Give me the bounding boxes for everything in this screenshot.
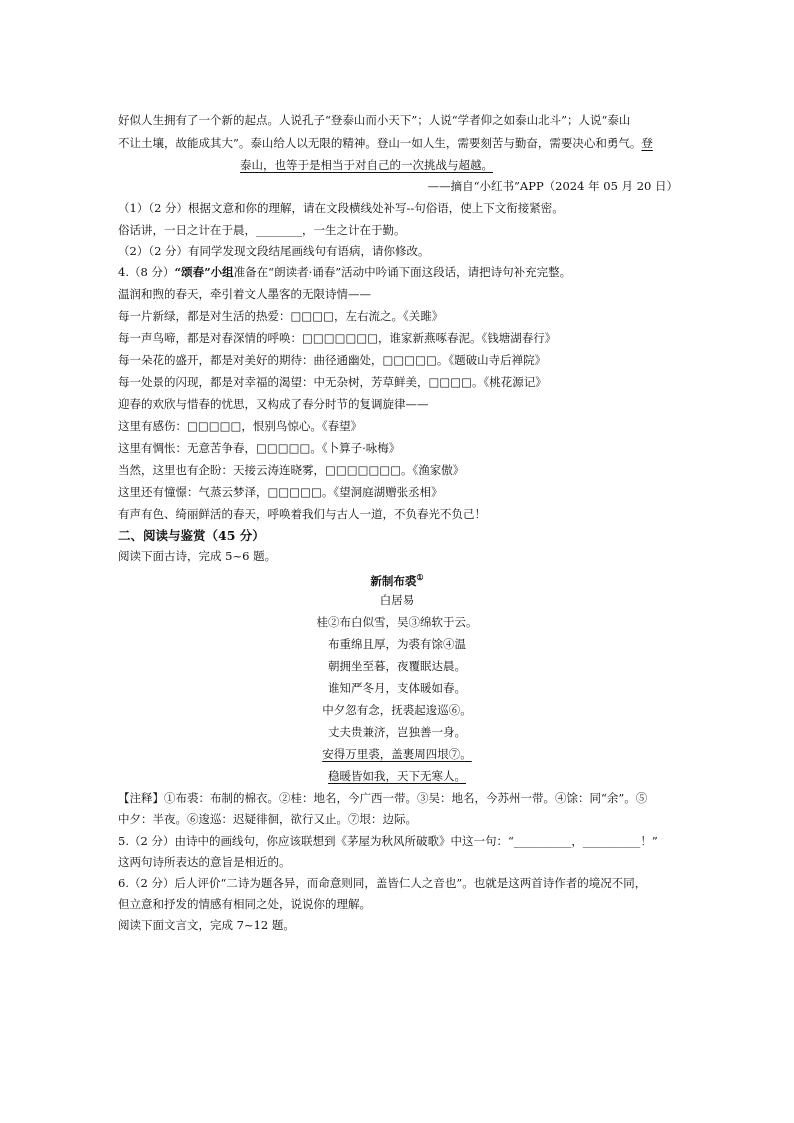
q4-line: 这里还有憧憬：气蒸云梦泽，□□□□□。《望洞庭湖赠张丞相》 [118, 485, 443, 499]
poem-underlined-line [0, 749, 794, 761]
passage-line-1: 好似人生拥有了一个新的起点。人说孔子“登泰山而小天下”；人说“学者仰之如泰山北斗”；人说“泰山 [118, 113, 631, 127]
poem-line: 谁知严冬月，支体暖如春。 [328, 681, 466, 695]
poem-title [0, 573, 794, 587]
q4-line: 每一片新绿，都是对生活的热爱：□□□□，左右流之。《关雎》 [118, 309, 444, 323]
q4-line: 每一处景的闪现，都是对幸福的渴望：中无杂树，芳草鲜美，□□□□。《桃花源记》 [118, 375, 547, 389]
q4-line: 每一朵花的盛开，都是对美好的期待：曲径通幽处，□□□□□。《题破山寺后禅院》 [118, 353, 547, 367]
q4-line: 每一声鸟啼，都是对春深情的呼唤：□□□□□□□，谁家新燕啄春泥。《钱塘湖春行》 [118, 331, 557, 345]
q5-line-2: 这两句诗所表达的意旨是相近的。 [118, 855, 291, 869]
q4-group-name: “颂春”小组 [174, 265, 234, 279]
q6-line-2: 但立意和抒发的情感有相同之处，说说你的理解。 [118, 897, 371, 911]
poem-title-text: 新制布裘 [370, 573, 417, 588]
q5-line-1: 5.（2 分）由诗中的画线句，你应该联想到《茅屋为秋风所破歌》中这一句：“__________，__________！” [118, 834, 658, 848]
poem-intro: 阅读下面古诗，完成 5~6 题。 [118, 549, 277, 563]
q4-line: 这里有惆怅：无意苦争春，□□□□□。《卜算子·咏梅》 [118, 441, 401, 455]
passage-line-2-text: 不让土壤，故能成其大”。泰山给人以无限的精神。登山一如人生，需要刻苦与勤奋，需要决心和勇气。 [118, 136, 642, 150]
poem-line: 桂②布白似雪，吴③绵软于云。 [316, 615, 478, 629]
passage-line-2 [118, 138, 653, 150]
poem-notes-line-2: 中夕：半夜。⑥逡巡：迟疑徘徊，欲行又止。⑦垠：边际。 [118, 812, 417, 826]
passage-underlined-sentence: 泰山，也等于是相当于对自己的一次挑战与超越。 [240, 158, 493, 172]
q4-number: 4.（8 分） [118, 265, 175, 279]
poem-author: 白居易 [379, 593, 415, 607]
poem-title-note: ① [416, 572, 424, 582]
q6-line-1: 6.（2 分）后人评价“二诗为题各异，而命意则同，盖皆仁人之音也”。也就是这两首诗作者的境况不同， [118, 876, 647, 890]
q4-stem [118, 267, 571, 279]
q4-line: 有声有色、绮丽鲜活的春天，呼唤着我们与古人一道，不负春光不负己！ [118, 507, 486, 521]
passage-source: ——摘自“小红书”APP（2024 年 05 月 20 日） [427, 179, 678, 193]
q4-line: 迎春的欢欣与惜春的忧思，又构成了春分时节的复调旋律—— [118, 397, 429, 411]
next-section-intro: 阅读下面文言文，完成 7~12 题。 [118, 918, 295, 932]
poem-line: 丈夫贵兼济，岂独善一身。 [328, 725, 466, 739]
q4-line: 这里有感伤：□□□□□，恨别鸟惊心。《春望》 [118, 419, 363, 433]
q3-proverb: 俗话讲，一日之计在于晨，________，一生之计在于勤。 [118, 223, 406, 237]
poem-notes-line-1: 【注释】①布裘：布制的棉衣。②桂：地名，今广西一带。③吴：地名，今苏州一带。④馀：同“余”。⑤ [118, 791, 648, 805]
q4-stem-text: 准备在“朗读者·诵春”活动中吟诵下面这段话，请把诗句补充完整。 [233, 265, 572, 279]
q4-line: 温润和煦的春天，牵引着文人墨客的无限诗情—— [118, 287, 371, 301]
q3-sub2: （2）（2 分）有同学发现文段结尾画线句有语病，请你修改。 [118, 244, 430, 258]
section-heading: 二、阅读与鉴赏（45 分） [118, 528, 265, 543]
q4-line: 当然，这里也有企盼：天接云涛连晓雾，□□□□□□□。《渔家傲》 [118, 463, 465, 477]
poem-underlined-line [0, 771, 794, 783]
q3-sub1: （1）（2 分）根据文意和你的理解，请在文段横线处补写--句俗语，使上下文衔接紧密。 [118, 201, 564, 215]
poem-line: 布重绵且厚，为裘有馀④温 [328, 637, 466, 651]
passage-underlined-start: 登 [641, 136, 653, 150]
poem-underlined-text: 稳暖皆如我，天下无寒人。 [328, 769, 466, 783]
poem-underlined-text: 安得万里裘，盖裹周四垠⑦。 [322, 747, 472, 761]
poem-line: 朝拥坐至暮，夜覆眠达晨。 [328, 659, 466, 673]
poem-line: 中夕忽有念，抚裘起逡巡⑥。 [322, 703, 472, 717]
